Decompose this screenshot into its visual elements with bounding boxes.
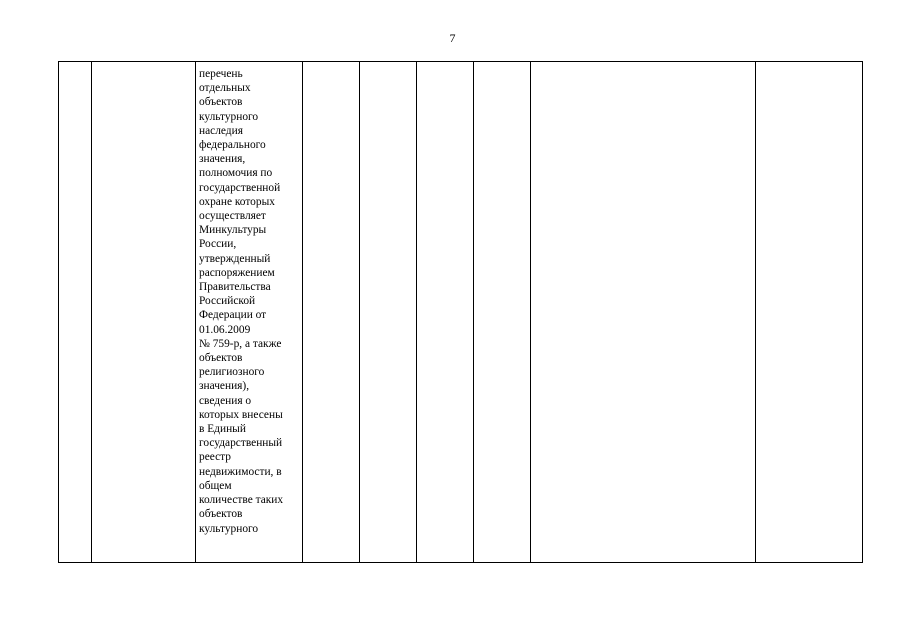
- table-cell-3-text: перечень отдельных объектов культурного наследия федерального значения, полномочия по государственной охране которых осуществляет Минкультуры России, утвержденный распоряжением Правительства Российской Федерации от 01.06.2009 № 759-р, а также объектов религиозного значения), сведения о которых внесены в Единый государственный реестр недвижимости, в общем количестве таких объектов культурного: [199, 68, 284, 535]
- table-cell-6-text: [417, 62, 473, 67]
- table-cell-9-text: [756, 62, 862, 67]
- table-row: [59, 62, 863, 563]
- table-cell-2: [92, 62, 196, 563]
- table-cell-3: [196, 62, 303, 563]
- table-cell-1-text: [59, 62, 91, 67]
- table-cell-8: [531, 62, 756, 563]
- table-cell-8-text: [531, 62, 755, 67]
- page-number: 7: [449, 31, 456, 45]
- table-cell-4: [303, 62, 360, 563]
- table-cell-5-text: [360, 62, 416, 67]
- table-cell-4-text: [303, 62, 359, 67]
- table-cell-2-text: [92, 62, 195, 67]
- table-cell-5: [360, 62, 417, 563]
- table-cell-7: [474, 62, 531, 563]
- table-cell-9: [756, 62, 863, 563]
- table-cell-7-text: [474, 62, 530, 67]
- table-cell-6: [417, 62, 474, 563]
- table-cell-1: [59, 62, 92, 563]
- document-table: [58, 61, 863, 563]
